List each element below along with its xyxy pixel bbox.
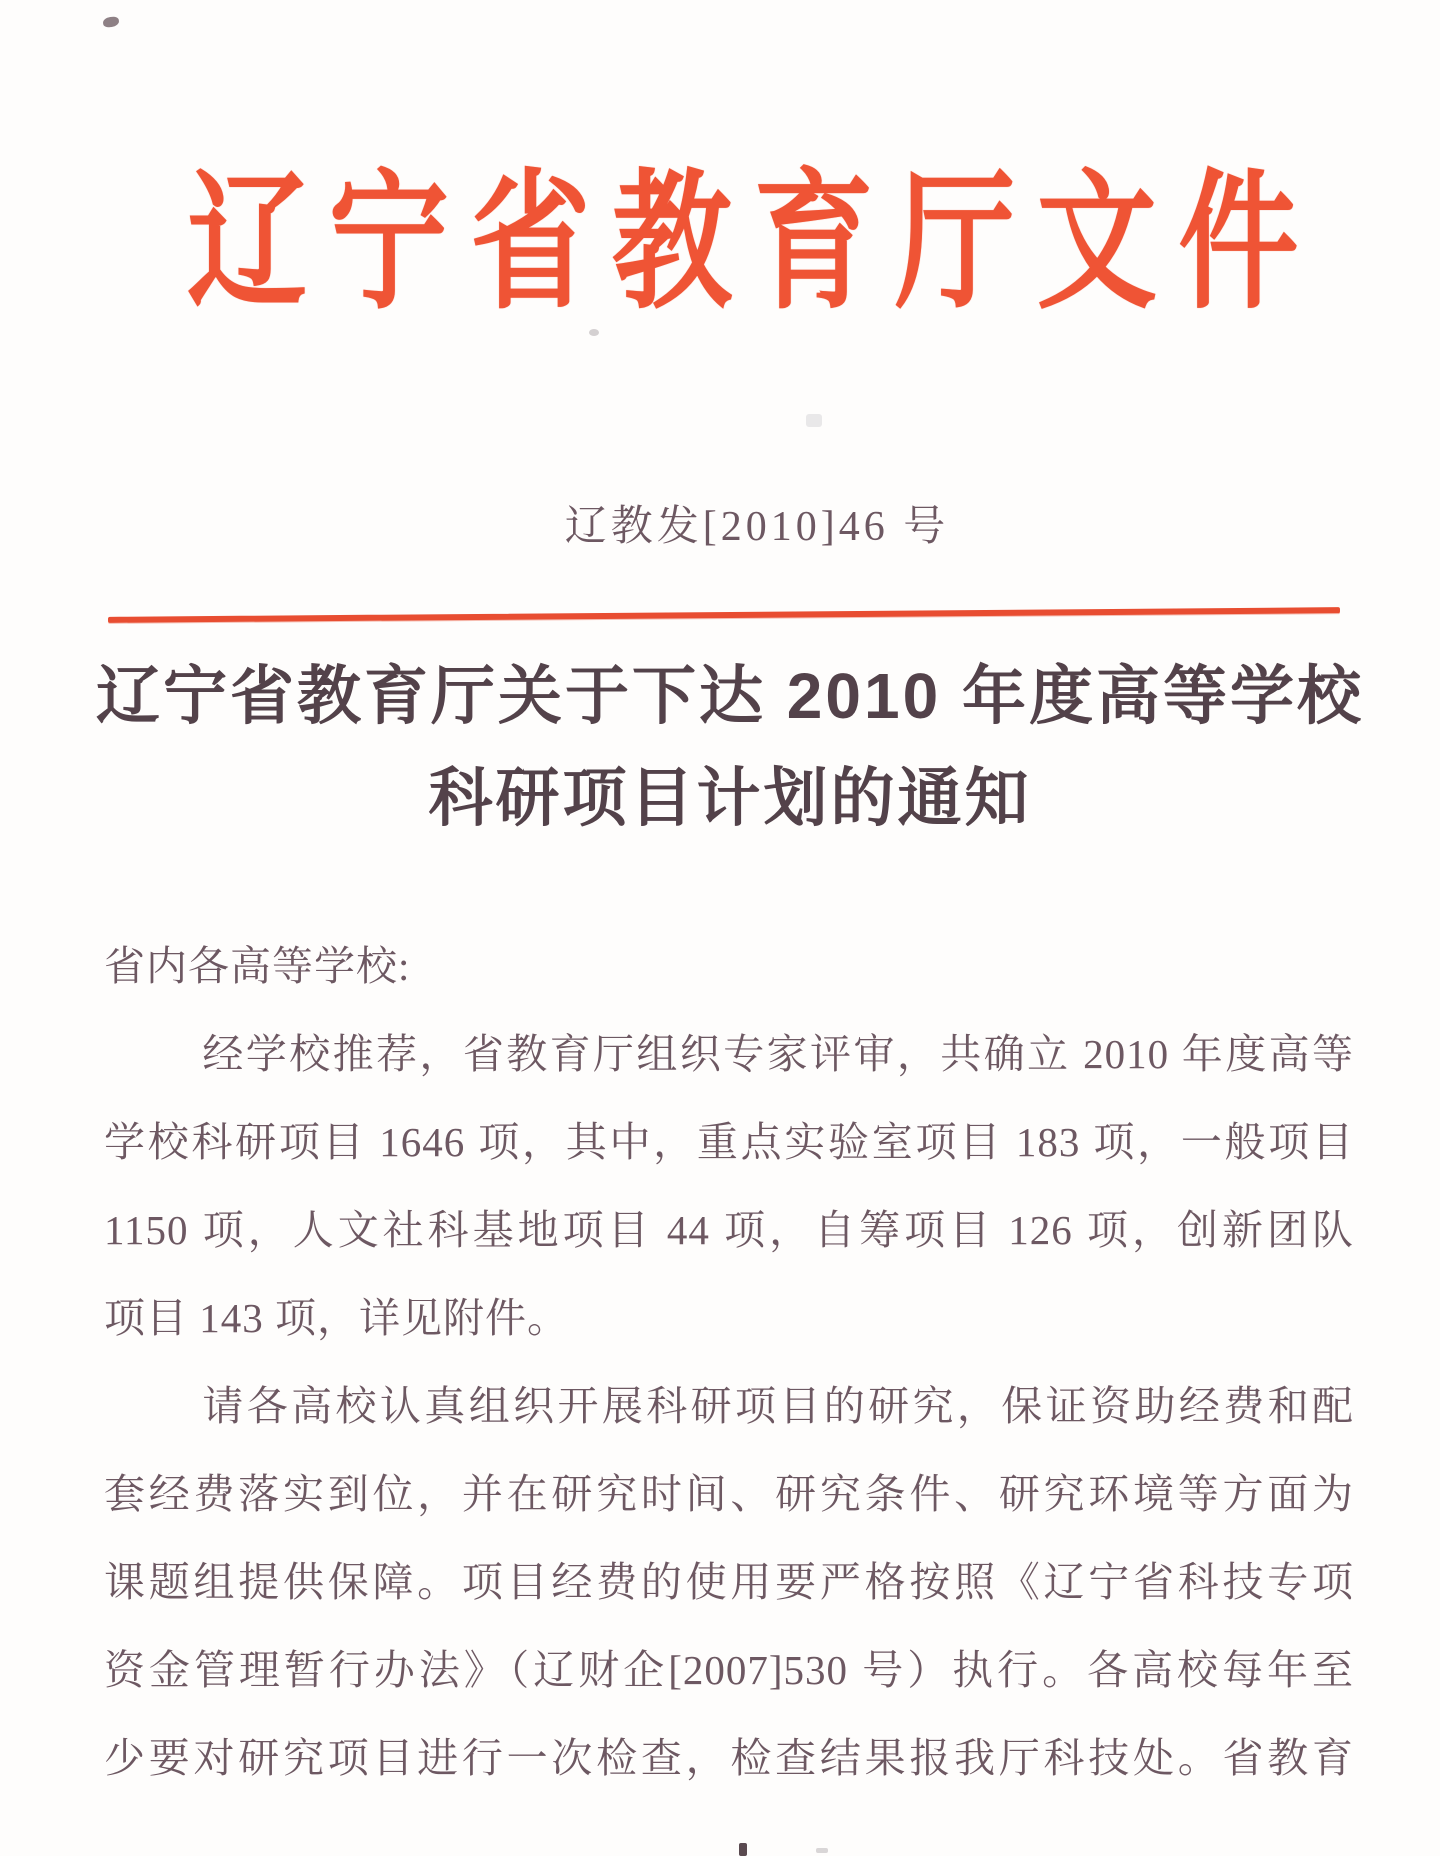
scan-artifact-bottom-mark bbox=[739, 1843, 747, 1856]
paragraph2-line2: 套经费落实到位，并在研究时间、研究条件、研究环境等方面为 bbox=[104, 1471, 1354, 1517]
scan-artifact-bottom-faint-mark bbox=[816, 1848, 828, 1853]
salutation: 省内各高等学校: bbox=[104, 943, 411, 989]
paragraph1-line1: 经学校推荐，省教育厅组织专家评审，共确立 2010 年度高等 bbox=[202, 1031, 1354, 1077]
scan-artifact-faint-mark bbox=[806, 414, 822, 427]
document-number: 辽教发[2010]46 号 bbox=[564, 504, 950, 550]
paragraph1-line3: 1150 项，人文社科基地项目 44 项，自筹项目 126 项，创新团队 bbox=[104, 1207, 1354, 1253]
paragraph2-line3: 课题组提供保障。项目经费的使用要严格按照《辽宁省科技专项 bbox=[104, 1559, 1354, 1605]
paragraph2-line1: 请各高校认真组织开展科研项目的研究，保证资助经费和配 bbox=[202, 1383, 1354, 1429]
letterhead-title: 辽宁省教育厅文件 bbox=[187, 158, 1321, 326]
paragraph2-line5: 少要对研究项目进行一次检查，检查结果报我厅科技处。省教育 bbox=[104, 1735, 1354, 1781]
paragraph1-line4: 项目 143 项，详见附件。 bbox=[104, 1295, 569, 1341]
paragraph1-line2: 学校科研项目 1646 项，其中，重点实验室项目 183 项，一般项目 bbox=[104, 1119, 1354, 1165]
document-title-line1: 辽宁省教育厅关于下达 2010 年度高等学校 bbox=[96, 660, 1364, 732]
paragraph2-line4: 资金管理暂行办法》（辽财企[2007]530 号）执行。各高校每年至 bbox=[104, 1647, 1354, 1693]
document-title bbox=[0, 645, 1440, 849]
scan-artifact-dot bbox=[589, 329, 599, 336]
document-body bbox=[104, 922, 1354, 1802]
document-title-line2: 科研项目计划的通知 bbox=[428, 762, 1032, 834]
letterhead-divider-rule bbox=[108, 607, 1340, 623]
scan-artifact-smudge bbox=[102, 16, 119, 28]
